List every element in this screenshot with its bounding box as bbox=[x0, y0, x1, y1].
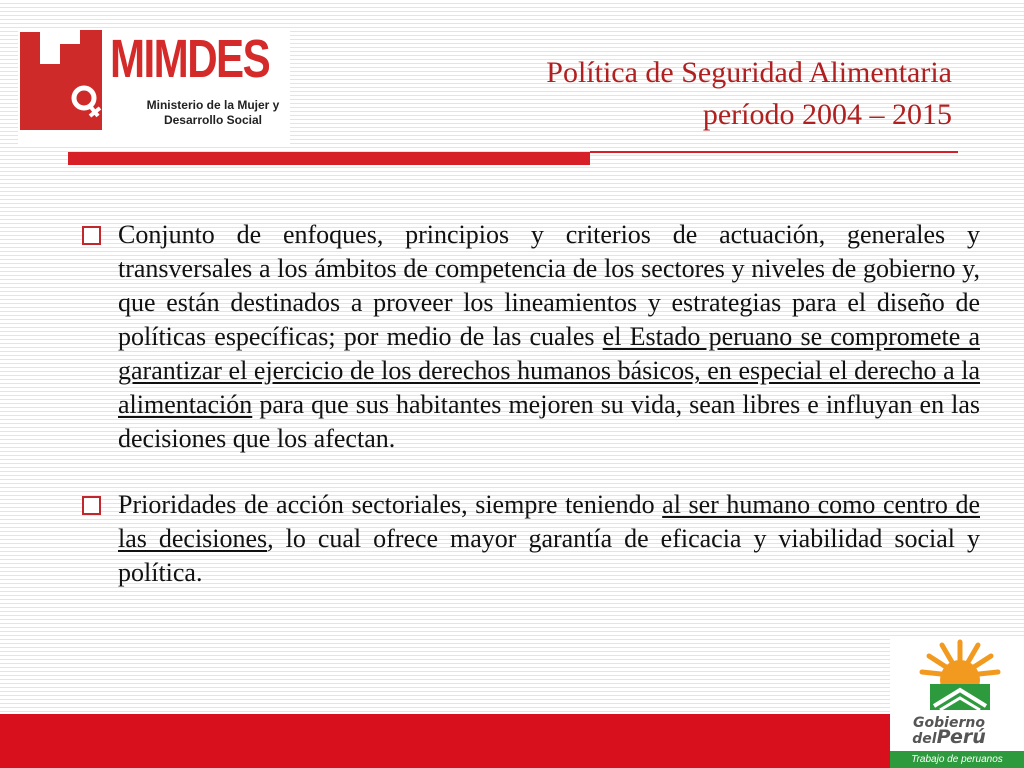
title-underline-thick bbox=[68, 152, 590, 165]
gobierno-del-peru-logo bbox=[890, 636, 1024, 768]
square-bullet-icon bbox=[82, 226, 101, 245]
gov-tagline: Trabajo de peruanos bbox=[890, 751, 1024, 768]
gov-line3: Perú bbox=[936, 726, 986, 748]
sun-emblem-icon bbox=[910, 636, 1010, 716]
footer-bar bbox=[0, 714, 890, 768]
mimdes-logo bbox=[18, 28, 290, 144]
bullet-item-1 bbox=[80, 218, 980, 456]
mimdes-subtitle-line2: Desarrollo Social bbox=[163, 113, 263, 127]
gobierno-del-peru-text bbox=[890, 716, 1008, 746]
gov-line1: Gobierno bbox=[913, 715, 985, 731]
bullet-2-underlined-text: al ser humano como centro de las decisiones bbox=[118, 490, 980, 553]
mimdes-emblem-icon bbox=[18, 28, 118, 144]
slide-title-line1: Política de Seguridad Alimentaria bbox=[546, 56, 952, 89]
bullet-2-text-end: , lo cual ofrece mayor garantía de eficacia y viabilidad social y política. bbox=[118, 524, 981, 587]
bullet-1-text: Conjunto de enfoques, principios y criterios de actuación, generales y transversales a los ámbitos de competencia de los sectores y niveles de gobierno y, que están destinados a proveer los lineamientos y estrategias para el diseño de políticas específicas; por medio de las cuales bbox=[118, 220, 980, 351]
slide-title-line2: período 2004 – 2015 bbox=[702, 98, 952, 131]
bullet-1-text-end: para que sus habitantes mejoren su vida, sean libres e influyan en las decisiones que los afectan. bbox=[118, 390, 980, 453]
title-underline-thin bbox=[590, 151, 958, 153]
mimdes-subtitle bbox=[138, 98, 288, 128]
bullet-item-2 bbox=[80, 488, 980, 590]
bullet-1-underlined-text: el Estado peruano se compromete a garantizar el ejercicio de los derechos humanos básicos, en especial el derecho a la alimentación bbox=[118, 322, 980, 419]
square-bullet-icon bbox=[82, 496, 101, 515]
mimdes-wordmark: MIMDES bbox=[110, 29, 270, 89]
bullet-list bbox=[80, 218, 980, 622]
mimdes-subtitle-line1: Ministerio de la Mujer y bbox=[146, 98, 280, 112]
slide-title bbox=[546, 52, 952, 136]
gov-line2: del bbox=[912, 731, 937, 747]
bullet-2-text: Prioridades de acción sectoriales, siempre teniendo bbox=[118, 490, 663, 519]
